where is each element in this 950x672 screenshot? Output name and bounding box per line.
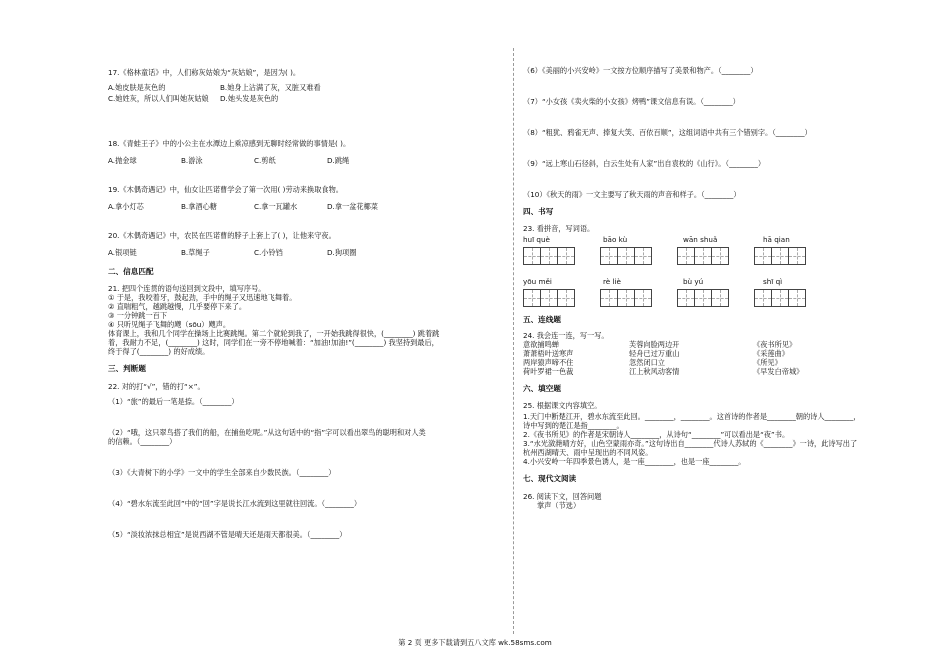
match-4b[interactable]: 江上秋风动客情 (629, 366, 680, 376)
writing-box-2[interactable] (600, 247, 651, 265)
question-25: 25. 根据课文内容填空。 (523, 401, 602, 411)
judge-item-10: （10）《秋天的雨》一文主要写了秋天雨的声音和样子。（________） (523, 190, 741, 199)
writing-box-1[interactable] (523, 247, 574, 265)
q20-option-b: B.草绳子 (181, 248, 210, 257)
match-row-1 (523, 340, 853, 349)
match-1a[interactable]: 意欲捕鸣蝉 (523, 339, 559, 349)
q21-item-3: ③ 一分钟跳一百下 (108, 311, 168, 321)
match-4a[interactable]: 荷叶罗裙一色裁 (523, 366, 574, 376)
judge-item-8: （8）“粗犹、鸦雀无声、捧复大笑、百依百顺”，这组词语中共有三个错别字。（________） (523, 128, 812, 137)
judge-item-9: （9）“远上寒山石径斜，白云生处有人家”出自袁枚的《山行》。（________） (523, 159, 766, 168)
q21-item-2: ② 直喘粗气，越跳越慢，几乎要停下来了。 (108, 302, 247, 312)
right-column (523, 66, 861, 510)
pinyin-4: hā qian (763, 235, 790, 245)
q21-item-4: ④ 只听见绳子飞舞的飕（sōu）飕声。 (108, 320, 231, 330)
q17-option-b: B.她身上沾满了灰，又脏又难看 (220, 83, 321, 92)
pinyin-1: huī què (523, 235, 550, 245)
column-divider (513, 48, 514, 634)
pinyin-3: wān shuǎ (683, 235, 718, 245)
pinyin-row-1 (523, 235, 853, 245)
section-6-title: 六、填空题 (523, 383, 561, 393)
q22-item-3: （3）《大青树下的小学》一文中的学生全部来自少数民族。（________） (108, 467, 336, 477)
q21-item-1: ① 于是，我咬着牙，鼓起劲，手中的绳子又迅速地飞舞着。 (108, 293, 297, 303)
q22-item-5: （5）“淡妆浓抹总相宜”是说西湖不管是晴天还是雨天都很美。（________） (108, 529, 347, 539)
pinyin-7: bù yú (683, 277, 704, 287)
q21-paragraph-line1: 体育课上，我和几个同学在操场上比赛跳绳。第二个就轮到我了，一开始我跳得很快，(________) 跳着跳 (108, 329, 440, 339)
pinyin-6: rè liè (603, 277, 621, 287)
q18-options (108, 156, 503, 165)
q22-item-4: （4）“碧水东流至此回”中的“回”字是说长江水流到这里就往回流。（________） (108, 498, 362, 508)
question-24: 24. 我会连一连，写一写。 (523, 330, 609, 340)
section-3-title: 三、判断题 (108, 364, 146, 374)
q22-item-1: （1）“旅”的最后一笔是捺。（________） (108, 396, 239, 406)
page-footer: 第 2 页 更多下载请到五八文库 wk.58sms.com (398, 638, 552, 647)
q19-options (108, 202, 503, 211)
pinyin-8: shī qì (763, 277, 783, 287)
q17-option-c: C.她姓灰，所以人们叫她灰姑娘 (108, 94, 209, 103)
question-22: 22. 对的打“√”，错的打“×”。 (108, 381, 205, 391)
writing-box-8[interactable] (754, 289, 805, 307)
q19-option-b: B.拿酒心糖 (181, 202, 217, 211)
match-3a[interactable]: 两岸猿声啼不住 (523, 357, 574, 367)
match-row-2 (523, 349, 853, 358)
pinyin-row-2 (523, 277, 853, 287)
section-4-title: 四、书写 (523, 207, 554, 216)
section-2-title: 二、信息匹配 (108, 267, 154, 276)
q25-line-6: 4.小兴安岭一年四季景色诱人，是一座________，也是一座________。 (523, 457, 746, 467)
q25-line-2: 诗中写到的楚江是指________。 (523, 421, 624, 431)
question-18: 18.《青蛙王子》中的小公主在水潭边上乘凉感到无聊时经常做的事情是( )。 (108, 139, 351, 148)
judge-item-7: （7）“小女孩《卖火柴的小女孩》烤鸭”课文信息有误。（________） (523, 97, 740, 106)
q18-option-d: D.跳绳 (327, 156, 350, 165)
q25-line-5: 杭州西湖晴天、雨中呈现出的不同风姿。 (523, 448, 653, 458)
q18-option-a: A.抛金球 (108, 156, 137, 165)
writing-box-5[interactable] (523, 289, 574, 307)
question-19: 19.《木偶奇遇记》中，仙女让匹诺曹学会了第一次用( )劳动来换取食物。 (108, 185, 343, 194)
q17-options-row2 (108, 94, 503, 103)
section-5-title: 五、连线题 (523, 315, 561, 325)
writing-box-4[interactable] (754, 247, 805, 265)
q19-option-d: D.拿一盆花椰菜 (327, 202, 378, 211)
question-21: 21. 把四个连贯的语句送回到文段中，填写序号。 (108, 284, 266, 294)
q17-option-a: A.她皮肤是灰色的 (108, 83, 166, 92)
q22-item-2-cont: 的信赖。（________） (108, 436, 177, 446)
writing-box-7[interactable] (677, 289, 728, 307)
pinyin-5: yōu měi (523, 277, 552, 287)
q17-option-d: D.她头发是灰色的 (220, 94, 279, 103)
q20-options (108, 248, 503, 257)
writing-box-6[interactable] (600, 289, 651, 307)
q25-line-4: 3.“水光潋滟晴方好，山色空蒙雨亦奇。”这句诗出自________代诗人苏轼的《________》一诗，此诗写出了 (523, 439, 858, 449)
match-3b[interactable]: 忽然闭口立 (629, 357, 665, 367)
q22-item-2: （2）“哦，这只翠鸟搭了我们的船，在捕鱼吃呢。”从这句话中的“指”字可以看出翠鸟的聪明和对人类 (108, 427, 426, 437)
section-7-title: 七、现代文阅读 (523, 474, 577, 484)
q19-option-a: A.拿小灯芯 (108, 202, 144, 211)
writing-grid-row-2 (523, 289, 853, 307)
q20-option-a: A.银项链 (108, 248, 137, 257)
question-26: 26. 阅读下文，回答问题 (523, 491, 602, 501)
left-column (108, 58, 503, 539)
q19-option-c: C.拿一瓦罐水 (254, 202, 298, 211)
q25-line-1: 1.天门中断楚江开，碧水东流至此回。________，________。这首诗的作者是________朝的诗人________， (523, 412, 861, 422)
passage-title: 掌声（节选） (537, 500, 581, 510)
q20-option-c: C.小铃铛 (254, 248, 283, 257)
judge-item-6: （6）《美丽的小兴安岭》一文按方位顺序描写了美景和物产。（________） (523, 66, 758, 75)
q25-line-3: 2.《夜书所见》的作者是宋朝诗人________，从诗句“________”可以看出是“夜”书。 (523, 430, 790, 440)
match-1c[interactable]: 《夜书所见》 (753, 339, 797, 349)
q18-option-c: C.剪纸 (254, 156, 276, 165)
q18-option-b: B.游泳 (181, 156, 203, 165)
pinyin-2: bāo kù (603, 235, 628, 245)
question-17: 17.《格林童话》中，人们称灰姑娘为“灰姑娘”，是因为( )。 (108, 68, 301, 77)
match-3c[interactable]: 《所见》 (753, 357, 782, 367)
match-1b[interactable]: 芙蓉向脸两边开 (629, 339, 680, 349)
match-2c[interactable]: 《采莲曲》 (753, 348, 789, 358)
match-row-3 (523, 358, 853, 367)
match-2a[interactable]: 萧萧梧叶送寒声 (523, 348, 574, 358)
q21-paragraph-line2: 着，我耐力不足，(________) 这时，同学们在一旁不停地喊着：“加油!加油!”(________) 我坚持到最后， (108, 338, 439, 348)
question-20: 20.《木偶奇遇记》中，农民在匹诺曹的脖子上套上了( )，让他来守夜。 (108, 231, 336, 240)
question-23: 23. 看拼音，写词语。 (523, 224, 595, 234)
q17-options-row1 (108, 83, 503, 92)
q21-paragraph-line3: 终于得了(________) 的好成绩。 (108, 347, 210, 357)
writing-grid-row-1 (523, 247, 853, 265)
q20-option-d: D.狗项圈 (327, 248, 357, 257)
writing-box-3[interactable] (677, 247, 728, 265)
match-row-4 (523, 367, 853, 376)
match-2b[interactable]: 轻舟已过万重山 (629, 348, 680, 358)
match-4c[interactable]: 《早发白帝城》 (753, 366, 804, 376)
